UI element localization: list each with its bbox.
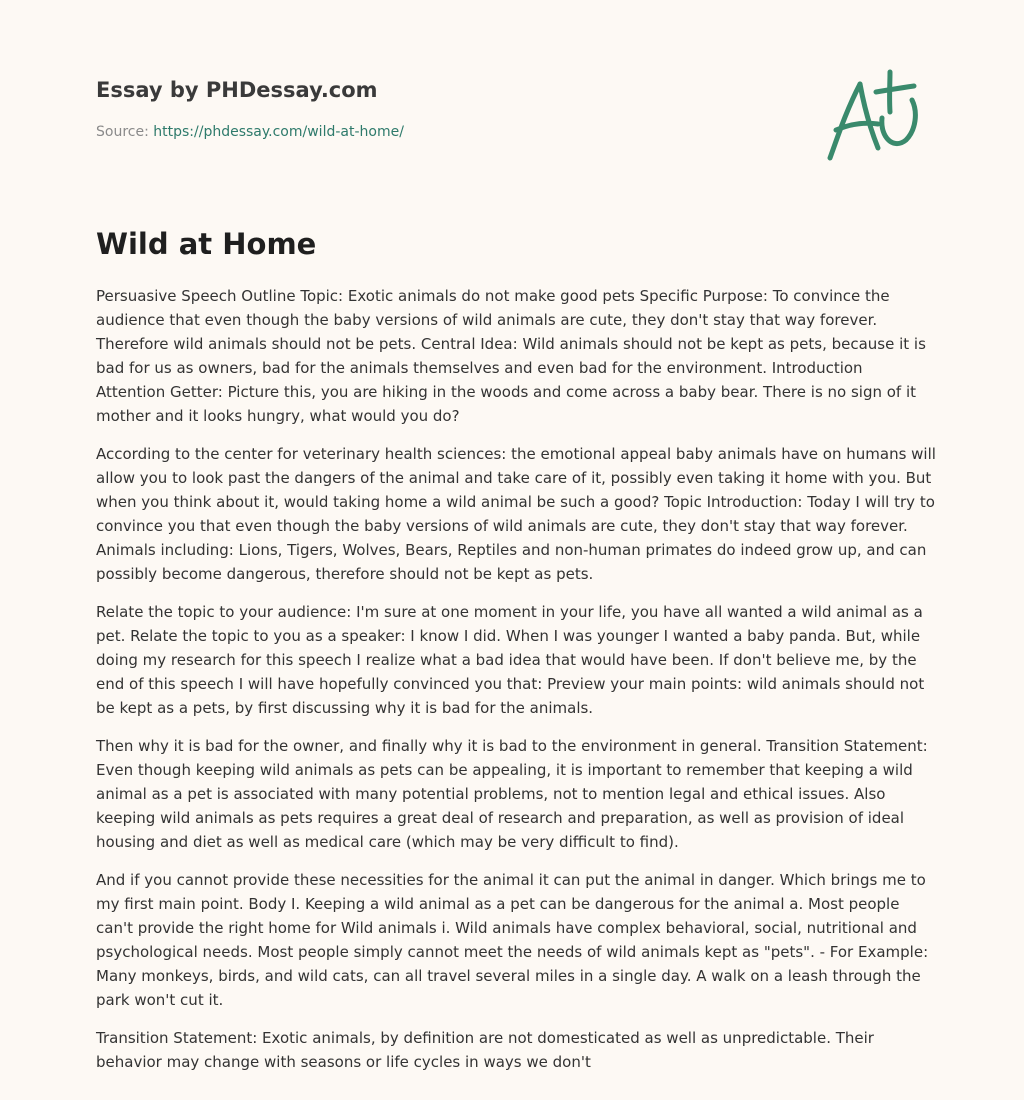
source-link[interactable]: https://phdessay.com/wild-at-home/: [153, 124, 404, 140]
essay-paragraph-2: According to the center for veterinary health sciences: the emotional appeal baby animals have on humans will allow you to look past the dangers of the animal and take care of it, possibly even taking it home with you. But when you think about it, would taking home a wild animal be such a good? Topic Introduction: Today I will try to convince you that even though the baby versions of wild animals are cute, they don't stay that way forever. Animals including: Lions, Tigers, Wolves, Bears, Reptiles and non-human primates do indeed grow up, and can possibly become dangerous, therefore should not be kept as pets.: [96, 445, 936, 583]
essay-paragraph-4: Then why it is bad for the owner, and finally why it is bad to the environment in general. Transition Statement: Even though keeping wild animals as pets can be appealing, it is important to remember that keeping a wild animal as a pet is associated with many potential problems, not to mention legal and ethical issues. Also keeping wild animals as pets requires a great deal of research and preparation, as well as provision of ideal housing and diet as well as medical care (which may be very difficult to find).: [96, 737, 928, 851]
site-title: Essay by PHDessay.com: [96, 78, 378, 102]
essay-title: Wild at Home: [96, 227, 317, 261]
essay-paragraph-6: Transition Statement: Exotic animals, by definition are not domesticated as well as unpredictable. Their behavior may change with seasons or life cycles in ways we don't: [96, 1029, 874, 1071]
a-plus-logo: [820, 66, 930, 166]
essay-paragraph-3: Relate the topic to your audience: I'm sure at one moment in your life, you have all wanted a wild animal as a pet. Relate the topic to you as a speaker: I know I did. When I was younger I wanted a baby panda. But, while doing my research for this speech I realize what a bad idea that would have been. If don't believe me, by the end of this speech I will have hopefully convinced you that: Preview your main points: wild animals should not be kept as a pets, by first discussing why it is bad for the animals.: [96, 603, 925, 717]
source-line: [96, 122, 696, 142]
source-label: Source:: [96, 124, 149, 140]
essay-paragraph-5: And if you cannot provide these necessities for the animal it can put the animal in danger. Which brings me to my first main point. Body I. Keeping a wild animal as a pet can be dangerous for the animal a. Most people can't provide the right home for Wild animals i. Wild animals have complex behavioral, social, nutritional and psychological needs. Most people simply cannot meet the needs of wild animals kept as "pets". - For Example: Many monkeys, birds, and wild cats, can all travel several miles in a single day. A walk on a leash through the park won't cut it.: [96, 871, 929, 1009]
header: [96, 72, 696, 142]
essay-paragraph-1: Persuasive Speech Outline Topic: Exotic animals do not make good pets Specific Purpose: To convince the audience that even though the baby versions of wild animals are cute, they don't stay that way forever. Therefore wild animals should not be pets. Central Idea: Wild animals should not be kept as pets, because it is bad for us as owners, bad for the animals themselves and even bad for the environment. Introduction Attention Getter: Picture this, you are hiking in the woods and come across a baby bear. There is no sign of it mother and it looks hungry, what would you do?: [96, 287, 926, 425]
essay-body: [96, 284, 936, 1088]
a-plus-logo-icon: [820, 66, 930, 166]
